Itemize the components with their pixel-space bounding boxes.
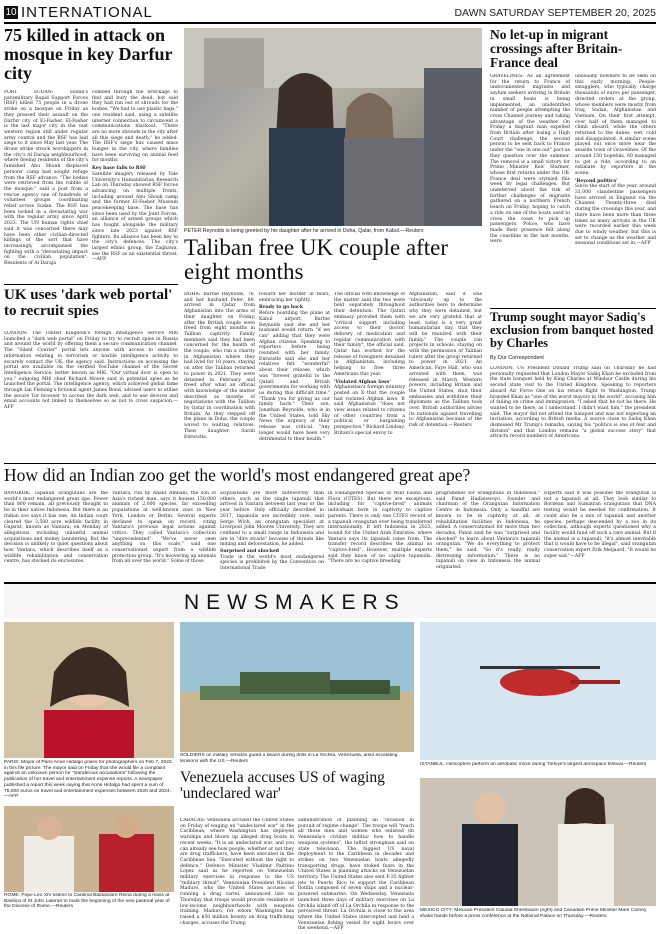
darfur-subhead: Key base falls to RSF bbox=[92, 166, 147, 172]
paris-photo bbox=[4, 622, 174, 758]
istanbul-photo bbox=[420, 622, 656, 760]
istanbul-photo-art bbox=[420, 622, 656, 760]
masthead-rule bbox=[4, 22, 656, 24]
zoo-col3-lead: acquisitions are more noteworthy than others, such as the single tapanuli that arrived in Vantara between last year or the year before. Only officially described in 2017, tapanulis are incredibly rare, said Serge Wich, an orangutan specialist at Liverpool John Moores University. They are confined to a small range in Indonesia and are in "dire straits" because of threats like mining and deforestation, he added. bbox=[220, 491, 324, 548]
zoo-col3 bbox=[220, 491, 324, 579]
mexico-caption: MEXICO CITY: Mexican President Claudia Sheinbaum (right) and Canadian Prime Minister Mark Carney shake hands before a press conference at the National Palace on Thursday.—Reuters bbox=[420, 908, 647, 919]
istanbul-caption: ISTANBUL: Helicopters perform an aerobatic move during Turkiye's largest aerospace festival.—Reuters bbox=[420, 762, 647, 767]
newsmakers-banner bbox=[4, 582, 656, 618]
soldiers-photo bbox=[180, 622, 414, 752]
soldiers-caption: SOLDIERS on military vehicles guard a beach during drills in La Orchila, Venezuela, amid escalating tensions with the US.—Reuters bbox=[180, 753, 398, 764]
taliban-col3-subhead: 'Violated Afghan laws' bbox=[334, 379, 391, 385]
mexico-photo-art bbox=[420, 778, 656, 906]
taliban-headline: Taliban free UK couple after eight months bbox=[184, 236, 449, 285]
zoo-subhead: Surprised and shocked bbox=[220, 549, 280, 555]
migrant-subhead: 'Beyond politics' bbox=[575, 178, 618, 184]
darfur-body-col3: Satellite imagery released by Yale University's Humanitarian Research Lab on Thursday showed RSF forces advancing on multiple fronts, including around Abu Shouk camp and the former El-Fasher Museum peacekeeping base. The base has since been used by the Joint Forces, an alliance of armed groups which has fought alongside the military since late 2023 against RSF fighters. Its alliance has been key to the city's defences. The city's largest ethnic group, the Zaghawa, see the RSF as an existential threat.—AFP bbox=[92, 171, 178, 263]
paper-date bbox=[420, 6, 656, 20]
zoo-col5: programmes for orangutans in Indonesia," said Panut Hadisiswoyo, founder and chairman of the Orangutan Information Centre in Indonesia. Only a handful are known to be in captivity at all, at rehabilitation facilities in Indonesia, he added. A conservationist for more than two decades, Panut said he was "surprised and shocked" to learn about Vantara's tapanuli orangutan. "We do everything to protect them," he said. "So it's really, really distressing information." There is no tapanuli on view in Indonesia the animal originated. bbox=[436, 491, 540, 571]
uk-spies-body: LONDON: The United Kingdom's foreign intelligence service MI6 launched a "dark web portal" on Friday to try to recruit spies in Russia and around the world by offering them a secure communication channel. The "Silent Courier" portal lets anyone with access to sensitive information relating to terrorism or hostile intelligence activity to securely contact the UK, the agency said. Instructions on accessing the portal are available on the verified YouTube channel of the Secret Intelligence Service, better known as MI6. "Our virtual door is open to you," outgoing MI6 chief Richard Moore said in potential spies as he launched the portal. The intelligence agency, which achieved global fame through Ian Fleming's fictional agent James Bond, advised users to utilise the secure Tor browser to access the dark web, and to use devices and email accounts not linked to themselves so as not to cross suspicion.—AFP bbox=[4, 331, 178, 411]
divider bbox=[4, 284, 178, 285]
taliban-col2-subhead: Ready to go back bbox=[259, 305, 304, 311]
venezuela-headline: Venezuela accuses US of waging 'undeclared war' bbox=[180, 770, 385, 803]
migrant-col2 bbox=[575, 74, 656, 306]
issue-date: SATURDAY SEPTEMBER 20, 2025 bbox=[489, 7, 656, 19]
migrant-col2-body: Since the start of the year, around 31,000 clandestine passengers have arrived in England via the Channel. Twenty-three died during the crossings this year, and there have been more than three times as many arrivals in the UK were recorded earlier this week due to windy weather, but this is set to change as the weather and seasonal conditions set in.—AFP bbox=[575, 184, 656, 247]
darfur-body-col2: combed through the wreckage to find and bury the dead, but said they had run out of shrouds for the bodies. "We had to use plastic bags," one resident said, using a satellite internet connection to circumvent a communications blackout. "There are no more shrouds in the city after all this siege and death," he added. The RSF's siege has caused mass hunger in the city, where families have been surviving on animal feed for months. bbox=[92, 90, 178, 164]
migrant-col1: GRAVELINES: As an agreement for the return to France of undocumented migrants and asylum seekers arriving in Britain in small boats is being implemented, an unidentified number of people attempting the cross Channel journey and taking advantage of the weather. On Friday a migrant man expelled from Britain after losing a High Court challenge, the second person to be sent back to France under the "one in one out" pact as they question over the summer. The removal is a small victory for Prime Minister Keir Starmer, whose first returns under the UK-France deal were stymied this week by legal challenges. But undeterred about the risk of further challenges of migrants gathered on a northern French beach on Friday, hoping to catch a ride on one of the boats used to cross the coast to pick up passengers. Police, who have made their presence felt along the coastline in the last months, were bbox=[490, 74, 570, 245]
paris-caption: PARIS: Mayor of Paris Anne Hidalgo poses for photographers on Feb 7, 2022, in this file picture. The mayor said on Friday that she would file a complaint against an unknown person for "slanderous accusations" following the publication of her travel and entertainment expense reports. A newspaper published a report this week saying that Anne Hidalgo had spent a sum of 75,000 euros on travel and entertainment expenses between 2020 and 2024.—AFP bbox=[4, 760, 174, 800]
reunion-photo-art bbox=[184, 28, 482, 226]
paper-name: DAWN bbox=[454, 7, 487, 19]
mexico-photo bbox=[420, 778, 656, 906]
section-title: INTERNATIONAL bbox=[21, 4, 153, 21]
zoo-col1: BANGKOK: Tapanuli orangutans are the world's most endangered great ape. Fewer than 800 remain, all previously thought to be in their native Indonesia. But there is an Indian zoo says it has one. An Indian court cleared the 3,500 acre wildlife facility in Gujarat, known as Vantara, on Monday of allegations including unlawful animal acquisitions and money laundering. But the decision is unlikely to quiet questions about how Vantara, which describes itself as a wildlife rehabilitation and conservation centre, has stocked its enclosures. bbox=[4, 491, 108, 565]
taliban-col2 bbox=[259, 292, 330, 458]
taliban-col3 bbox=[334, 292, 405, 458]
zoo-col6: Experts said it was possible the orangutan is not a tapanuli at all. They look similar to Bornean and Sumatran orangutans that DNA testing would be needed for confirmation. It could also be a mix of tapanuli and another species, perhaps descended by a zoo in its collection, although experts questioned why a facility would fund off such a rare animal. But if the animal is a tapanuli, "it's almost inevitable that it would have to be illegal", said orangutan conservation expert Erik Meijaard. "It would be super sad."—AFP bbox=[544, 491, 656, 559]
darfur-body-col1: PORT SUDAN: Sudan's paramilitary Rapid Support Forces (RSF) killed 75 people in a drone strike on a mosque on Friday as they pressed their assault on the Darfur city of El-Fasher. El-Fasher is the last major city in the vast western region still under regular army control and the RSF has laid siege to it since May last year. The drone strike struck worshippers in the city's Al Daraja neighbourhood, where fleeing residents of the city's famished Abu Shouk displaced persons' camp had sought refuge from the RSF advance. "The bodies were retrieved from the rubble of the mosque," said a post from a rescue agency one of hundreds of volunteer groups coordinating relief across Sudan. The RSF has been locked in a devastating war with the regular army since April 2023. The UN human rights chief said it was concerned there may have been other civilian-directed killings of the sort that have increasingly accompanied the fighting with a "devastating impact on the civilian population". Residents of Al Daraja bbox=[4, 90, 88, 267]
taliban-col2-body: Before boarding the plane at Kabul airport, Barbie Reynolds said she and her husband would return "if we can" adding that they were Afghan citizens. Speaking to reporters before being reunited with her family, Entwistle said she and her relatives felt "wonderful" about their release, which was "forever grateful to the Qatari and British governments for working with us during this difficult time." "Thank you for giving us our family back." Their son, Jonathan Reynolds, who is in the United States, told Sky News the urgency of their release was critical. "Any longer would have been very detrimental to their health." bbox=[259, 311, 330, 442]
taliban-col4: Afghanistan, said it was "obviously up to the authorities here to determine why they were detained, but we are very grateful that at least, today is a very great humanitarian day, that they will be reunited with their family." The couple ran projects in schools, staying on with the permission of Taliban rulers after the group returned to power in 2021. An American, Faye Hall, who was arrested with them, was released in March. Western powers, including Britain and the United States, shut their embassies and withdrew their diplomats as the Taliban took over. British authorities advise its nationals against travelling to Afghanistan because of the risk of detention.—Reuters bbox=[409, 292, 482, 429]
rome-caption: ROME: Pope Leo XIV listens to Cardinal Baldassare Reina during a mass at Basilica of St John Lateran to mark the beginning of the new pastoral year of the Diocese of Rome.—Reuters bbox=[4, 893, 170, 910]
reunion-photo-caption: PETER Reynolds is being greeted by his daughter after he arrived in Doha, Qatar, from Kabul.—Reuters bbox=[184, 228, 424, 234]
taliban-col2-lead: toward her mother in tears, embracing her tightly. bbox=[259, 292, 330, 303]
page-number: 10 bbox=[5, 7, 17, 18]
mayor-headline: Trump sought mayor Sadiq's exclusion from banquet hosted by Charles bbox=[490, 311, 654, 351]
divider bbox=[4, 463, 656, 464]
venezuela-col2: administration of planning an "invasion in pursuit of regime change". The troops will "reach all those men and women who enlisted (in Venezuela's civilian militia) how to handle weapons systems", the leftist strongman said on state television. The biggest US naval deployment to the Caribbean in decades and strikes on two Venezuelan boats allegedly transporting drugs, have stoked fears in the United States is planning attacks on Venezuelan territory. The United States also sent F-35 fighter jets to Puerto Rico to support the Caribbean flotilla composed of seven ships and a nuclear-powered submarine. On Wednesday, Venezuela launched three days of military exercises on La Orchila island off of La Orchila in response to the perceived threat. La Orchila is close to the area where the United States intercepted and held a Venezuelan fishing vessel for eight hours over the weekend.—AFP bbox=[298, 818, 414, 932]
newsmakers-title: NEWSMAKERS bbox=[184, 591, 406, 614]
zoo-col4: in Endangered Species of Wild Fauna and Flora (CITES). But there are exceptions, including for "captive-bred" animals individuals born in captivity to captive parents. There is only one CITES record of a tapanuli orangutan ever being transferred internationally. It left Indonesia in 2023, bound for the United Arab Emirates, where Vantara says its tapanuli came from. The transfer record describes the animal as "captive-bred". However, multiple experts said they know of no captive tapanulis. "There are no captive breeding bbox=[328, 491, 432, 565]
zoo-col2: Vantara, run by Anant Ambani, the son of Asia's richest man, says it houses 150,000 animals of 2,000 species, far exceeding populations at well-known zoos in New York, London or Berlin. Several experts declined to speak on record, citing Vantara's previous legal actions against critics. They called Vantara's collection "unprecedented". "We've never seen anything on this scale," said one conservationist expert from a wildlife protection group. "It's hoovering up animals from all over the world." Some of those bbox=[112, 491, 216, 565]
taliban-col3-lead: The official with knowledge of the matter said the two were held separately throughout their detention. The Qatari embassy provided them with "critical support including access to their doctor, delivery of medication and regular communication with their family", the official said. Qatar has worked for the release of foreigners detained in Afghanistan, including helping to free three Americans this year. bbox=[334, 292, 405, 377]
taliban-col1: DOHA: Barbie Reynolds, 76, and her husband Peter, 80, arrived in Qatar from Afghanistan into the arms of their daughter on Friday, after the British couple were freed from eight months in Taliban captivity. Family members said they had been concerned for the health of the couple, who ran a charity in Afghanistan where they had lived for 18 years, staying on after the Taliban returned to power in 2021. They were detained in February and freed after what an official with knowledge of the matter described as months of negotiations with the Taliban by Qatar in coordination with Britain. As they stepped off the plane in Doha, the couple waved to waiting relatives. Their daughter, Sarah Entwistle, bbox=[184, 292, 255, 440]
divider bbox=[490, 308, 656, 309]
darfur-col2 bbox=[92, 90, 178, 282]
soldiers-photo-art bbox=[180, 622, 414, 752]
rome-photo bbox=[4, 806, 174, 892]
darfur-headline: 75 killed in attack on mosque in key Darfur city bbox=[4, 26, 173, 83]
uk-spies-headline: UK uses 'dark web portal' to recruit spies bbox=[4, 288, 173, 319]
paris-photo-art bbox=[4, 622, 174, 758]
reunion-photo bbox=[184, 28, 482, 226]
migrant-headline: No let-up in migrant crossings after Britain-France deal bbox=[490, 28, 623, 71]
zoo-headline: How did an Indian zoo get the world's most endangered great ape? bbox=[4, 466, 471, 485]
rome-photo-art bbox=[4, 806, 174, 892]
taliban-col3-body: Afghanistan's foreign ministry posted on X that the couple had violated Afghan laws. It said Afghanistan "does not view issues related to citizens of other countries from a political or bargaining perspective." Richard Lindsay, Britain's special envoy to bbox=[334, 385, 405, 436]
zoo-col3-body: Trade in the world's most endangered species is prohibited by the Convention on International Trade bbox=[220, 554, 324, 572]
venezuela-col1: CARACAS: Venezuela accused the United States on Friday of waging an "undeclared war" in the Caribbean, where Washington has deployed warships and blown up alleged drug boats in recent weeks. "It is an undeclared war, and you can already see how people, whether or not they are drug traffickers, have been executed in the Caribbean Sea. "Executed without the right to defence," Defence Minister Vladimir Padrino Lopez said as he reported on Venezuelan military exercises in response to the US "military threat". Venezuelan President Nicolas Maduro, who the United States accuses of running a drug cartel, announced late on Thursday that troops would provide residents of low-income neighbourhoods with weapons training. Maduro, for whom Washington has raised a $50 million bounty on drug trafficking charges, accuses the Trump bbox=[180, 818, 294, 926]
mayor-byline: By Our Correspondent bbox=[490, 355, 544, 361]
mayor-body: LONDON: US President Donald Trump said on Thursday he had personally requested that London Mayor Sadiq Khan be excluded from the state banquet held by King Charles at Windsor Castle during his second state visit to the United Kingdom. Speaking to reporters aboard Air Force One on his return flight to Washington, Trump branded Khan as "one of the worst mayors in the world", accusing him of failing on crime and immigration. "I asked that he not be there. He wanted to be there, as I understand, I didn't want him," the president said. The mayor did not attend the banquet and was not expecting an invitation, according to British media. A source close to Sadiq Khan dismissed Mr Trump's remarks, saying his "politics is one of fear and division" and that London remains "a global success story" that attracts record numbers of Americans. bbox=[490, 366, 656, 440]
migrant-col2-lead: unusually nowhere to be seen on this early morning. People-smugglers, who typically charge thousands of euros per passenger, directed orders at the group, whose members were mostly from Iraq, Sudan, Afghanistan and Vietnam. On their first attempt, over half of them managed to climb aboard, while the others returned to the dunes, wet, cold and disappointed. A similar scene played out once more near the seaside town of Gravelines. Of the around 150 hopefuls, 60 managed to get a ride, according to an estimate by reporters at the scene. bbox=[575, 74, 656, 176]
